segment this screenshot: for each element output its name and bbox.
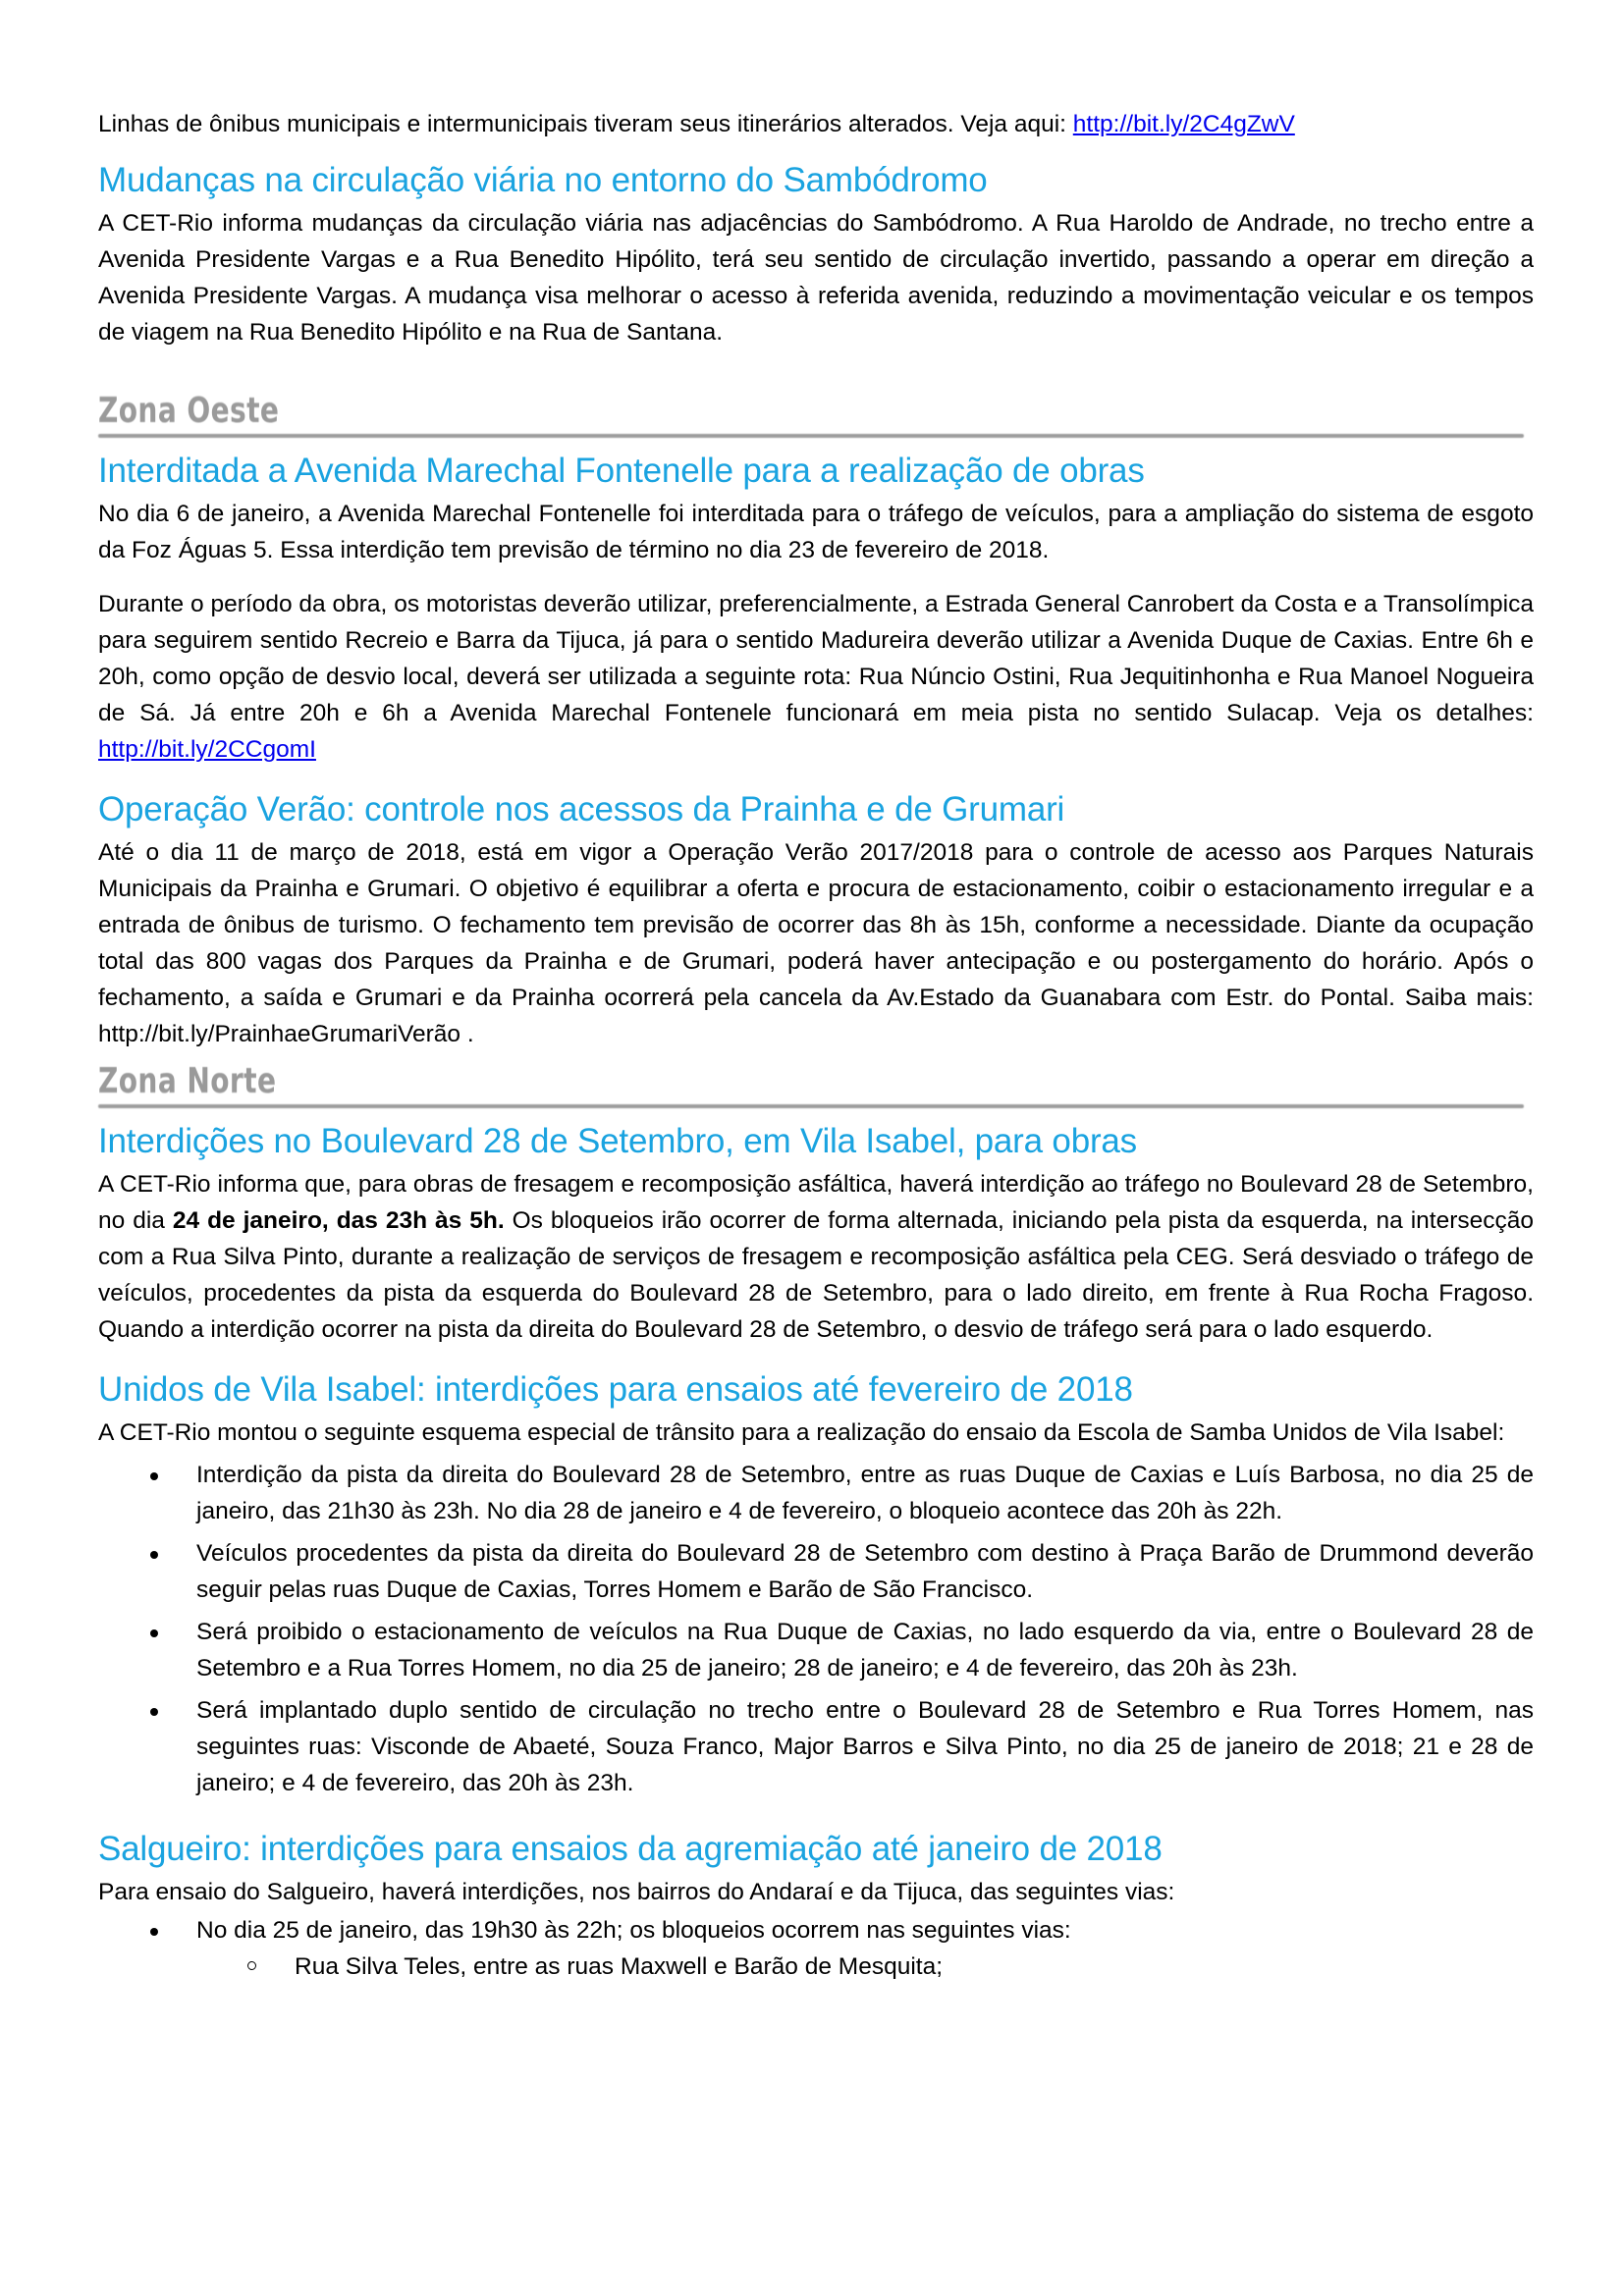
list-item-text: Será proibido o estacionamento de veículos na Rua Duque de Caxias, no lado esquerdo da via, entre o Boulevard 28 de Setembro e a Rua Torres Homem, no dia 25 de janeiro; 28 de janeiro; e 4 de fevereiro, das 20h às 23h. [196,1619,1534,1682]
hollow-bullet-icon [247,1961,256,1970]
zone-divider [98,434,1524,438]
zone-header-oeste [98,390,1534,441]
article-body-details [98,586,1534,768]
details-text: Durante o período da obra, os motoristas deverão utilizar, preferencialmente, a Estrada General Canrobert da Costa e a Transolímpica para seguirem sentido Recreio e Barra da Tijuca, já para o sentido Madureira deverão utilizar a Avenida Duque de Caxias. Entre 6h e 20h, como opção de desvio local, deverá ser utilizada a seguinte rota: Rua Núncio Ostini, Rua Jequitinhonha e Rua Manoel Nogueira de Sá. Já entre 20h e 6h a Avenida Marechal Fontenele funcionará em meia pista no sentido Sulacap. Veja os detalhes: [98,591,1534,726]
article-fontenelle [98,451,1534,768]
intro-text: Linhas de ônibus municipais e intermunicipais tiveram seus itinerários alterados. Veja aqui: [98,111,1073,137]
article-body: No dia 6 de janeiro, a Avenida Marechal Fontenelle foi interditada para o tráfego de veículos, para a ampliação do sistema de esgoto da Foz Águas 5. Essa interdição tem previsão de término no dia 23 de fevereiro de 2018. [98,501,1534,563]
list-item-text: Veículos procedentes da pista da direita do Boulevard 28 de Setembro com destino à Praça Barão de Drummond deverão seguir pelas ruas Duque de Caxias, Torres Homem e Barão de São Francisco. [196,1540,1534,1603]
zone-title: Zona Norte [98,1061,277,1101]
list-item [98,1535,1534,1608]
zone-title: Zona Oeste [98,391,280,431]
list-item [98,1692,1534,1801]
bullet-list [98,1912,1534,1985]
article-vila-isabel [98,1369,1534,1801]
sub-list-item [98,1949,1534,1985]
bullet-list [98,1457,1534,1801]
article-title: Unidos de Vila Isabel: interdições para ensaios até fevereiro de 2018 [98,1370,1133,1409]
list-item-text: Será implantado duplo sentido de circulação no trecho entre o Boulevard 28 de Setembro e Rua Torres Homem, nas seguintes ruas: Visconde de Abaeté, Souza Franco, Major Barros e Silva Pinto, no dia 25 de janeiro de 2018; 21 e 28 de janeiro; e 4 de fevereiro, das 20h às 23h. [196,1697,1534,1796]
sub-list [196,1949,1534,1985]
article-title: Interdições no Boulevard 28 de Setembro, em Vila Isabel, para obras [98,1122,1137,1160]
article-title: Operação Verão: controle nos acessos da Prainha e de Grumari [98,790,1065,828]
intro-paragraph [98,106,1534,142]
article-body [98,1166,1534,1348]
zone-header-norte [98,1060,1534,1111]
body-text: A CET-Rio informa que, para obras de fresagem e recomposição asfáltica, haverá interdição ao tráfego no Boulevard 28 de Setembro, no dia [98,1171,1534,1234]
zone-divider [98,1104,1524,1108]
bullet-icon [150,1708,158,1716]
bullet-icon [150,1629,158,1637]
article-operacao-verao [98,789,1534,1052]
article-title: Mudanças na circulação viária no entorno do Sambódromo [98,161,988,199]
intro-link[interactable]: http://bit.ly/2C4gZwV [1072,111,1295,137]
article-body: A CET-Rio informa mudanças da circulação viária nas adjacências do Sambódromo. A Rua Haroldo de Andrade, no trecho entre a Avenida Presidente Vargas e a Rua Benedito Hipólito, terá seu sentido de circulação invertido, passando a operar em direção a Avenida Presidente Vargas. A mudança visa melhorar o acesso à referida avenida, reduzindo a movimentação veicular e os tempos de viagem na Rua Benedito Hipólito e na Rua de Santana. [98,210,1534,346]
body-bold-date: 24 de janeiro, das 23h às 5h. [172,1207,505,1234]
article-title: Interditada a Avenida Marechal Fontenelle para a realização de obras [98,452,1145,490]
list-item-text: No dia 25 de janeiro, das 19h30 às 22h; os bloqueios ocorrem nas seguintes vias: [196,1917,1071,1944]
article-title: Salgueiro: interdições para ensaios da agremiação até janeiro de 2018 [98,1830,1163,1868]
details-link[interactable]: http://bit.ly/2CCgomI [98,736,316,763]
sub-list-item-text: Rua Silva Teles, entre as ruas Maxwell e Barão de Mesquita; [295,1953,944,1980]
article-sambodromo [98,160,1534,350]
list-item [98,1614,1534,1686]
article-salgueiro [98,1829,1534,1985]
list-item [98,1912,1534,1985]
article-body: Para ensaio do Salgueiro, haverá interdições, nos bairros do Andaraí e da Tijuca, das seguintes vias: [98,1879,1175,1905]
bullet-icon [150,1551,158,1559]
bullet-icon [150,1472,158,1480]
article-body: Até o dia 11 de março de 2018, está em vigor a Operação Verão 2017/2018 para o controle de acesso aos Parques Naturais Municipais da Prainha e Grumari. O objetivo é equilibrar a oferta e procura de estacionamento, coibir o estacionamento irregular e a entrada de ônibus de turismo. O fechamento tem previsão de ocorrer das 8h às 15h, conforme a necessidade. Diante da ocupação total das 800 vagas dos Parques da Prainha e de Grumari, poderá haver antecipação e ou postergamento do horário. Após o fechamento, a saída e Grumari e da Prainha ocorrerá pela cancela da Av.Estado da Guanabara com Estr. do Pontal. Saiba mais: http://bit.ly/PrainhaeGrumariVerão . [98,839,1534,1047]
bullet-icon [150,1928,158,1936]
article-boulevard [98,1121,1534,1348]
article-body: A CET-Rio montou o seguinte esquema especial de trânsito para a realização do ensaio da Escola de Samba Unidos de Vila Isabel: [98,1419,1505,1446]
list-item [98,1457,1534,1529]
document-page [98,106,1534,1991]
list-item-text: Interdição da pista da direita do Boulevard 28 de Setembro, entre as ruas Duque de Caxias e Luís Barbosa, no dia 25 de janeiro, das 21h30 às 23h. No dia 28 de janeiro e 4 de fevereiro, o bloqueio acontece das 20h às 22h. [196,1462,1534,1524]
body-text: Os bloqueios irão ocorrer de forma alternada, iniciando pela pista da esquerda, na intersecção com a Rua Silva Pinto, durante a realização de serviços de fresagem e recomposição asfáltica pela CEG. Será desviado o tráfego de veículos, procedentes da pista da esquerda do Boulevard 28 de Setembro, para o lado direito, em frente à Rua Rocha Fragoso. Quando a interdição ocorrer na pista da direita do Boulevard 28 de Setembro, o desvio de tráfego será para o lado esquerdo. [98,1207,1535,1343]
